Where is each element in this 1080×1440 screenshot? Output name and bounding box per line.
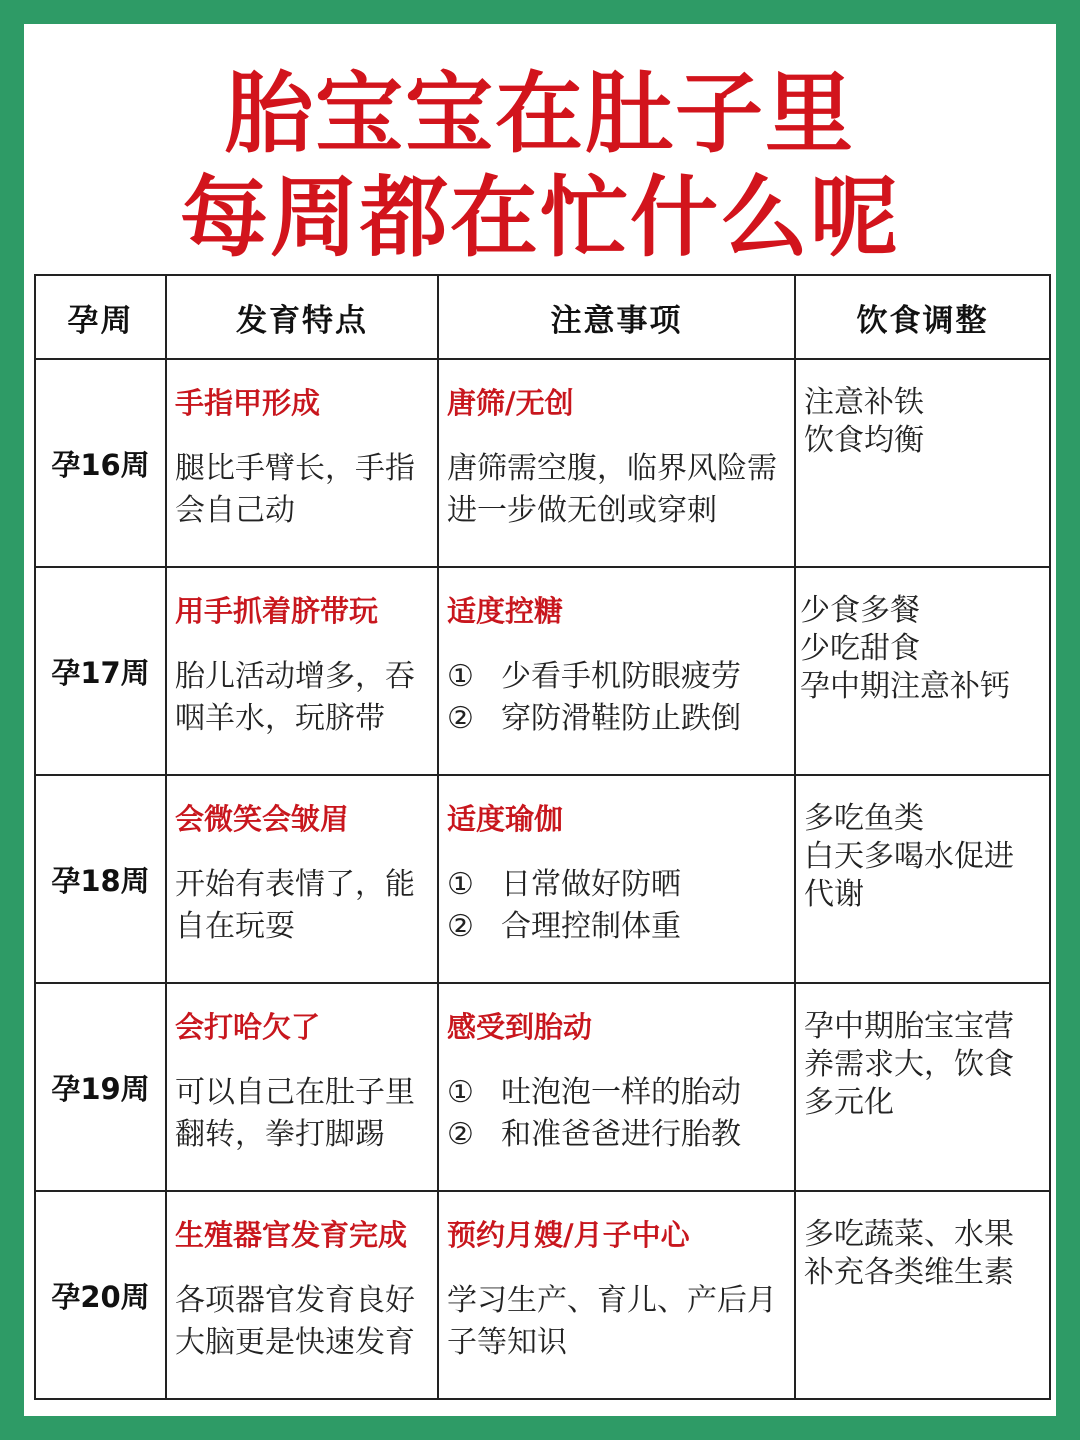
notes-item — [447, 906, 786, 948]
item-text: 合理控制体重 — [501, 909, 681, 944]
diet-cell — [795, 567, 1050, 775]
diet-line: 孕中期胎宝宝营养需求大，饮食多元化 — [804, 1009, 1014, 1120]
development-cell — [166, 1191, 438, 1399]
development-title: 手指甲形成 — [175, 386, 321, 420]
notes-cell — [438, 775, 795, 983]
diet-line: 少食多餐 — [800, 593, 920, 628]
development-text: 腿比手臂长，手指会自己动 — [175, 451, 415, 528]
development-text: 胎儿活动增多，吞咽羊水，玩脐带 — [175, 659, 415, 736]
development-title: 生殖器官发育完成 — [175, 1218, 408, 1252]
poster-title — [24, 62, 1056, 270]
week-label: 孕16周 — [35, 359, 166, 567]
notes-item — [447, 698, 786, 740]
notes-text: 学习生产、育儿、产后月子等知识 — [447, 1283, 777, 1360]
diet-cell — [795, 1191, 1050, 1399]
development-title: 会打哈欠了 — [175, 1010, 321, 1044]
development-title: 用手抓着脐带玩 — [175, 594, 379, 628]
diet-cell — [795, 775, 1050, 983]
development-cell — [166, 567, 438, 775]
notes-cell — [438, 567, 795, 775]
week-label: 孕17周 — [35, 567, 166, 775]
item-text: 穿防滑鞋防止跌倒 — [501, 701, 741, 736]
notes-cell — [438, 983, 795, 1191]
table-row — [35, 359, 1050, 567]
notes-text: 唐筛需空腹，临界风险需进一步做无创或穿刺 — [447, 451, 777, 528]
title-line-2: 每周都在忙什么呢 — [179, 166, 900, 269]
notes-cell — [438, 1191, 795, 1399]
week-label: 孕19周 — [35, 983, 166, 1191]
notes-item — [447, 656, 786, 698]
item-number: ② — [447, 701, 474, 736]
table-row — [35, 983, 1050, 1191]
diet-cell — [795, 359, 1050, 567]
item-number: ① — [447, 1075, 474, 1110]
diet-line: 孕中期注意补钙 — [800, 669, 1010, 704]
notes-title: 预约月嫂/月子中心 — [447, 1218, 690, 1252]
diet-cell — [795, 983, 1050, 1191]
poster-card — [24, 24, 1056, 1416]
table-row — [35, 567, 1050, 775]
item-number: ② — [447, 1117, 474, 1152]
week-label: 孕18周 — [35, 775, 166, 983]
notes-title: 适度控糖 — [447, 594, 564, 628]
header-diet: 饮食调整 — [795, 275, 1050, 359]
item-text: 少看手机防眼疲劳 — [501, 659, 741, 694]
development-text: 开始有表情了，能自在玩耍 — [175, 867, 415, 944]
item-text: 日常做好防晒 — [501, 867, 681, 902]
diet-line: 多吃蔬菜、水果补充各类维生素 — [804, 1217, 1014, 1290]
development-text: 可以自己在肚子里翻转，拳打脚踢 — [175, 1075, 415, 1152]
diet-line: 多吃鱼类 — [804, 801, 924, 836]
notes-title: 唐筛/无创 — [447, 386, 574, 420]
development-cell — [166, 983, 438, 1191]
table-header-row — [35, 275, 1050, 359]
item-number: ① — [447, 659, 474, 694]
item-text: 吐泡泡一样的胎动 — [501, 1075, 741, 1110]
diet-line: 注意补铁 — [804, 385, 924, 420]
notes-item — [447, 864, 786, 906]
header-week: 孕周 — [35, 275, 166, 359]
notes-title: 感受到胎动 — [447, 1010, 593, 1044]
notes-title: 适度瑜伽 — [447, 802, 564, 836]
item-text: 和准爸爸进行胎教 — [501, 1117, 741, 1152]
diet-line: 饮食均衡 — [804, 423, 924, 458]
development-cell — [166, 359, 438, 567]
development-text: 各项器官发育良好大脑更是快速发育 — [175, 1283, 415, 1360]
header-notes: 注意事项 — [438, 275, 795, 359]
diet-line: 白天多喝水促进代谢 — [804, 839, 1014, 912]
diet-line: 少吃甜食 — [800, 631, 920, 666]
item-number: ① — [447, 867, 474, 902]
notes-item — [447, 1114, 786, 1156]
notes-cell — [438, 359, 795, 567]
notes-item — [447, 1072, 786, 1114]
pregnancy-week-table — [34, 274, 1051, 1400]
development-cell — [166, 775, 438, 983]
table-row — [35, 775, 1050, 983]
header-development: 发育特点 — [166, 275, 438, 359]
development-title: 会微笑会皱眉 — [175, 802, 350, 836]
table-row — [35, 1191, 1050, 1399]
week-label: 孕20周 — [35, 1191, 166, 1399]
title-line-1: 胎宝宝在肚子里 — [224, 62, 855, 165]
item-number: ② — [447, 909, 474, 944]
